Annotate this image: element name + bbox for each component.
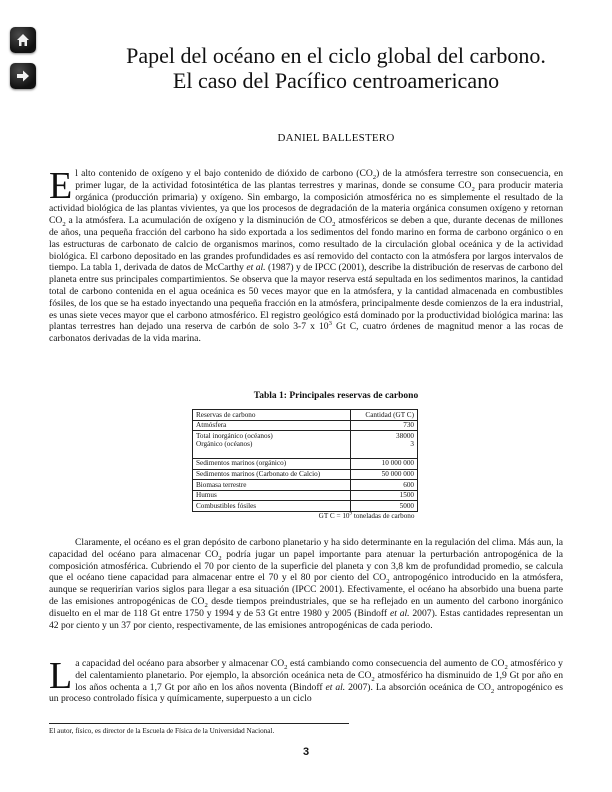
paragraph-3 <box>49 655 563 705</box>
text-run: a la atmósfera. La acumulación de oxígeno y la disminución de CO <box>65 215 333 227</box>
cell-line: 38000 <box>396 431 414 440</box>
table-row <box>193 458 418 469</box>
table-cell: Atmósfera <box>193 420 351 431</box>
table-caption: Tabla 1: Principales reservas de carbono <box>253 391 419 401</box>
subscript: 2 <box>218 554 222 562</box>
table-cell: Sedimentos marinos (orgánico) <box>193 458 351 469</box>
next-page-icon <box>15 68 31 84</box>
table-cell: Humus <box>193 490 351 501</box>
table-row <box>193 431 418 459</box>
subscript: 2 <box>371 675 375 683</box>
table-cell: Combustibles fósiles <box>193 501 351 512</box>
drop-cap: L <box>49 655 73 697</box>
italic-text: et al. <box>246 262 266 274</box>
text-run: Gt C, cuatro órdenes de magnitud menor a las rocas de carbonatos derivadas de la vida marina. <box>49 321 563 345</box>
text-run: 2007). Estas cantidades representan un 42 por ciento y un 37 por ciento, respectivamente, de las emisiones antropogénicas de cada periodo. <box>49 607 563 631</box>
home-icon <box>15 32 31 48</box>
table-row <box>193 501 418 512</box>
paragraph-1 <box>49 165 564 345</box>
text-run: antropogénico es un proceso controlado física y químicamente, superpuesto a un ciclo <box>49 681 563 705</box>
text-run: Claramente, el océano es el gran depósito de carbono planetario y ha sido determinante en la regulación del clima. Más aun, la capacidad del océano para almacenar CO <box>49 537 563 560</box>
table-cell <box>351 431 418 459</box>
table-cell: Biomasa terrestre <box>193 480 351 491</box>
text-run: ) de la atmósfera terrestre son consecuencia, en primer lugar, de la actividad fotosintética de las plantas terrestres y marinas, donde se consume CO <box>75 168 564 191</box>
text-run: atmosférico ha disminuido de 1,9 Gt por año en los años ochenta a 1,7 Gt por año en los años noventa (Bindoff <box>75 669 563 693</box>
text-run: a capacidad del océano para absorber y almacenar CO <box>75 658 285 669</box>
subscript: 2 <box>332 221 336 229</box>
table-note <box>193 511 418 521</box>
author-name: DANIEL BALLESTERO <box>277 132 395 144</box>
table-cell: 5000 <box>351 501 418 512</box>
table-row <box>193 480 418 491</box>
next-page-button[interactable] <box>10 63 36 89</box>
subscript: 2 <box>204 601 208 609</box>
table-cell: 10 000 000 <box>351 458 418 469</box>
text-run: GT C = 10 <box>318 512 350 521</box>
page-number: 3 <box>302 746 310 758</box>
table-header-row <box>193 410 418 421</box>
text-run: antropogénico introducido en la atmósfera, aunque se requerirían varios siglos para llegar a esa situación (IPCC 2001). Efectivamente, el océano ha absorbido una buena parte de las emisiones antropogénicas de CO <box>49 572 563 607</box>
text-run: l alto contenido de oxígeno y el bajo contenido de dióxido de carbono (CO <box>75 168 373 179</box>
text-run: está cambiando como consecuencia del aumento de CO <box>287 658 505 669</box>
table-row <box>193 420 418 431</box>
cell-line: Total inorgánico (océanos) <box>196 431 273 440</box>
table-row <box>193 490 418 501</box>
footnote: El autor, físico, es director de la Escuela de Física de la Universidad Nacional. <box>49 727 275 735</box>
text-run: atmosféricos se deben a que, durante decenas de millones de años, una pequeña fracción del carbono ha sido exportada a los sedimentos del fondo marino en forma de carbono orgánico o en las estructuras de carbonato de calcio de organismos marinos, como resultado de la circulación global oceánica y de la actividad biológica. El carbono depositado en las grandes profundidades es así removido del contacto con la atmósfera por largos intervalos de tiempo. La tabla 1, derivada de datos de McCarthy <box>49 215 563 274</box>
article-title <box>60 43 612 93</box>
table-cell: Sedimentos marinos (Carbonato de Calcio) <box>193 469 351 480</box>
table-header: Cantidad (GT C) <box>351 410 418 421</box>
home-button[interactable] <box>10 27 36 53</box>
superscript: 3 <box>328 320 332 328</box>
subscript: 2 <box>504 663 508 671</box>
title-line-1: Papel del océano en el ciclo global del carbono. <box>126 43 546 68</box>
cell-line: 3 <box>410 440 414 449</box>
text-run: para producir materia orgánica (producción primaria) y oxígeno. Sin embargo, la composición atmosférica no es simplemente el resultado de la actividad biológica de las plantas vivientes, ya que los procesos de degradación de la materia orgánica consumen oxígeno y retornan CO <box>49 179 564 227</box>
cell-spacer <box>196 449 347 458</box>
table-cell: 50 000 000 <box>351 469 418 480</box>
title-line-2: El caso del Pacífico centroamericano <box>172 68 500 93</box>
table-cell <box>193 431 351 459</box>
text-run: (1987) y de IPCC (2001), describe la distribución de reservas de carbono del planeta entre sus principales compartimientos. Se observa que la mayor reserva está sepultada en los sedimentos marinos, la cantidad total de carbono contenida en el agua oceánica es 50 veces mayor que en la atmósfera, y la cantidad almacenada en combustibles fósiles, de los que se ha estado inyectando una pequeña fracción en la atmósfera, principalmente desde comienzos de la era industrial, es unas siete veces mayor que el carbono atmosférico. El registro geológico está dominado por la productividad biológica marina: las plantas terrestres han dejado una reserva de carbón de solo 3-7 x 10 <box>49 262 563 333</box>
text-run: 2007). La absorción oceánica de CO <box>345 681 491 693</box>
subscript: 2 <box>62 221 66 229</box>
subscript: 2 <box>284 663 288 671</box>
subscript: 2 <box>490 687 495 695</box>
cell-spacer <box>354 449 414 458</box>
table-note-row <box>193 511 418 521</box>
text-run: podría jugar un papel importante para atenuar la perturbación antropogénica de la composición atmosférica. Cubriendo el 70 por ciento de la superficie del planeta y con 3,8 km de profundidad promedio, se calcula que el océano tiene capacidad para almacenar entre el 70 y el 80 por ciento del CO <box>49 548 563 584</box>
paragraph-2 <box>49 537 563 631</box>
superscript: 9 <box>349 512 353 518</box>
table-cell: 730 <box>351 420 418 431</box>
table-header: Reservas de carbono <box>193 410 351 421</box>
carbon-reserves-table <box>192 409 418 522</box>
subscript: 2 <box>471 185 475 193</box>
text-run: atmosférico y del calentamiento planetario. Por ejemplo, la absorción oceánica neta de CO <box>75 658 563 681</box>
cell-line: Orgánico (océanos) <box>196 440 253 449</box>
text-run: desde tiempos preindustriales, que se ha reflejado en un aumento del carbono inorgánico disuelto en el mar de 118 Gt entre 1750 y 1994 y de 53 Gt entre 1980 y 2005 (Bindoff <box>49 595 563 619</box>
italic-text: et al. <box>389 607 410 619</box>
table-cell: 600 <box>351 480 418 491</box>
drop-cap: E <box>49 165 73 207</box>
text-run: toneladas de carbono <box>352 512 415 521</box>
subscript: 2 <box>386 578 390 586</box>
table-row <box>193 469 418 480</box>
subscript: 2 <box>372 173 377 181</box>
table-cell: 1500 <box>351 490 418 501</box>
italic-text: et al. <box>325 681 346 693</box>
footnote-divider <box>49 723 349 724</box>
